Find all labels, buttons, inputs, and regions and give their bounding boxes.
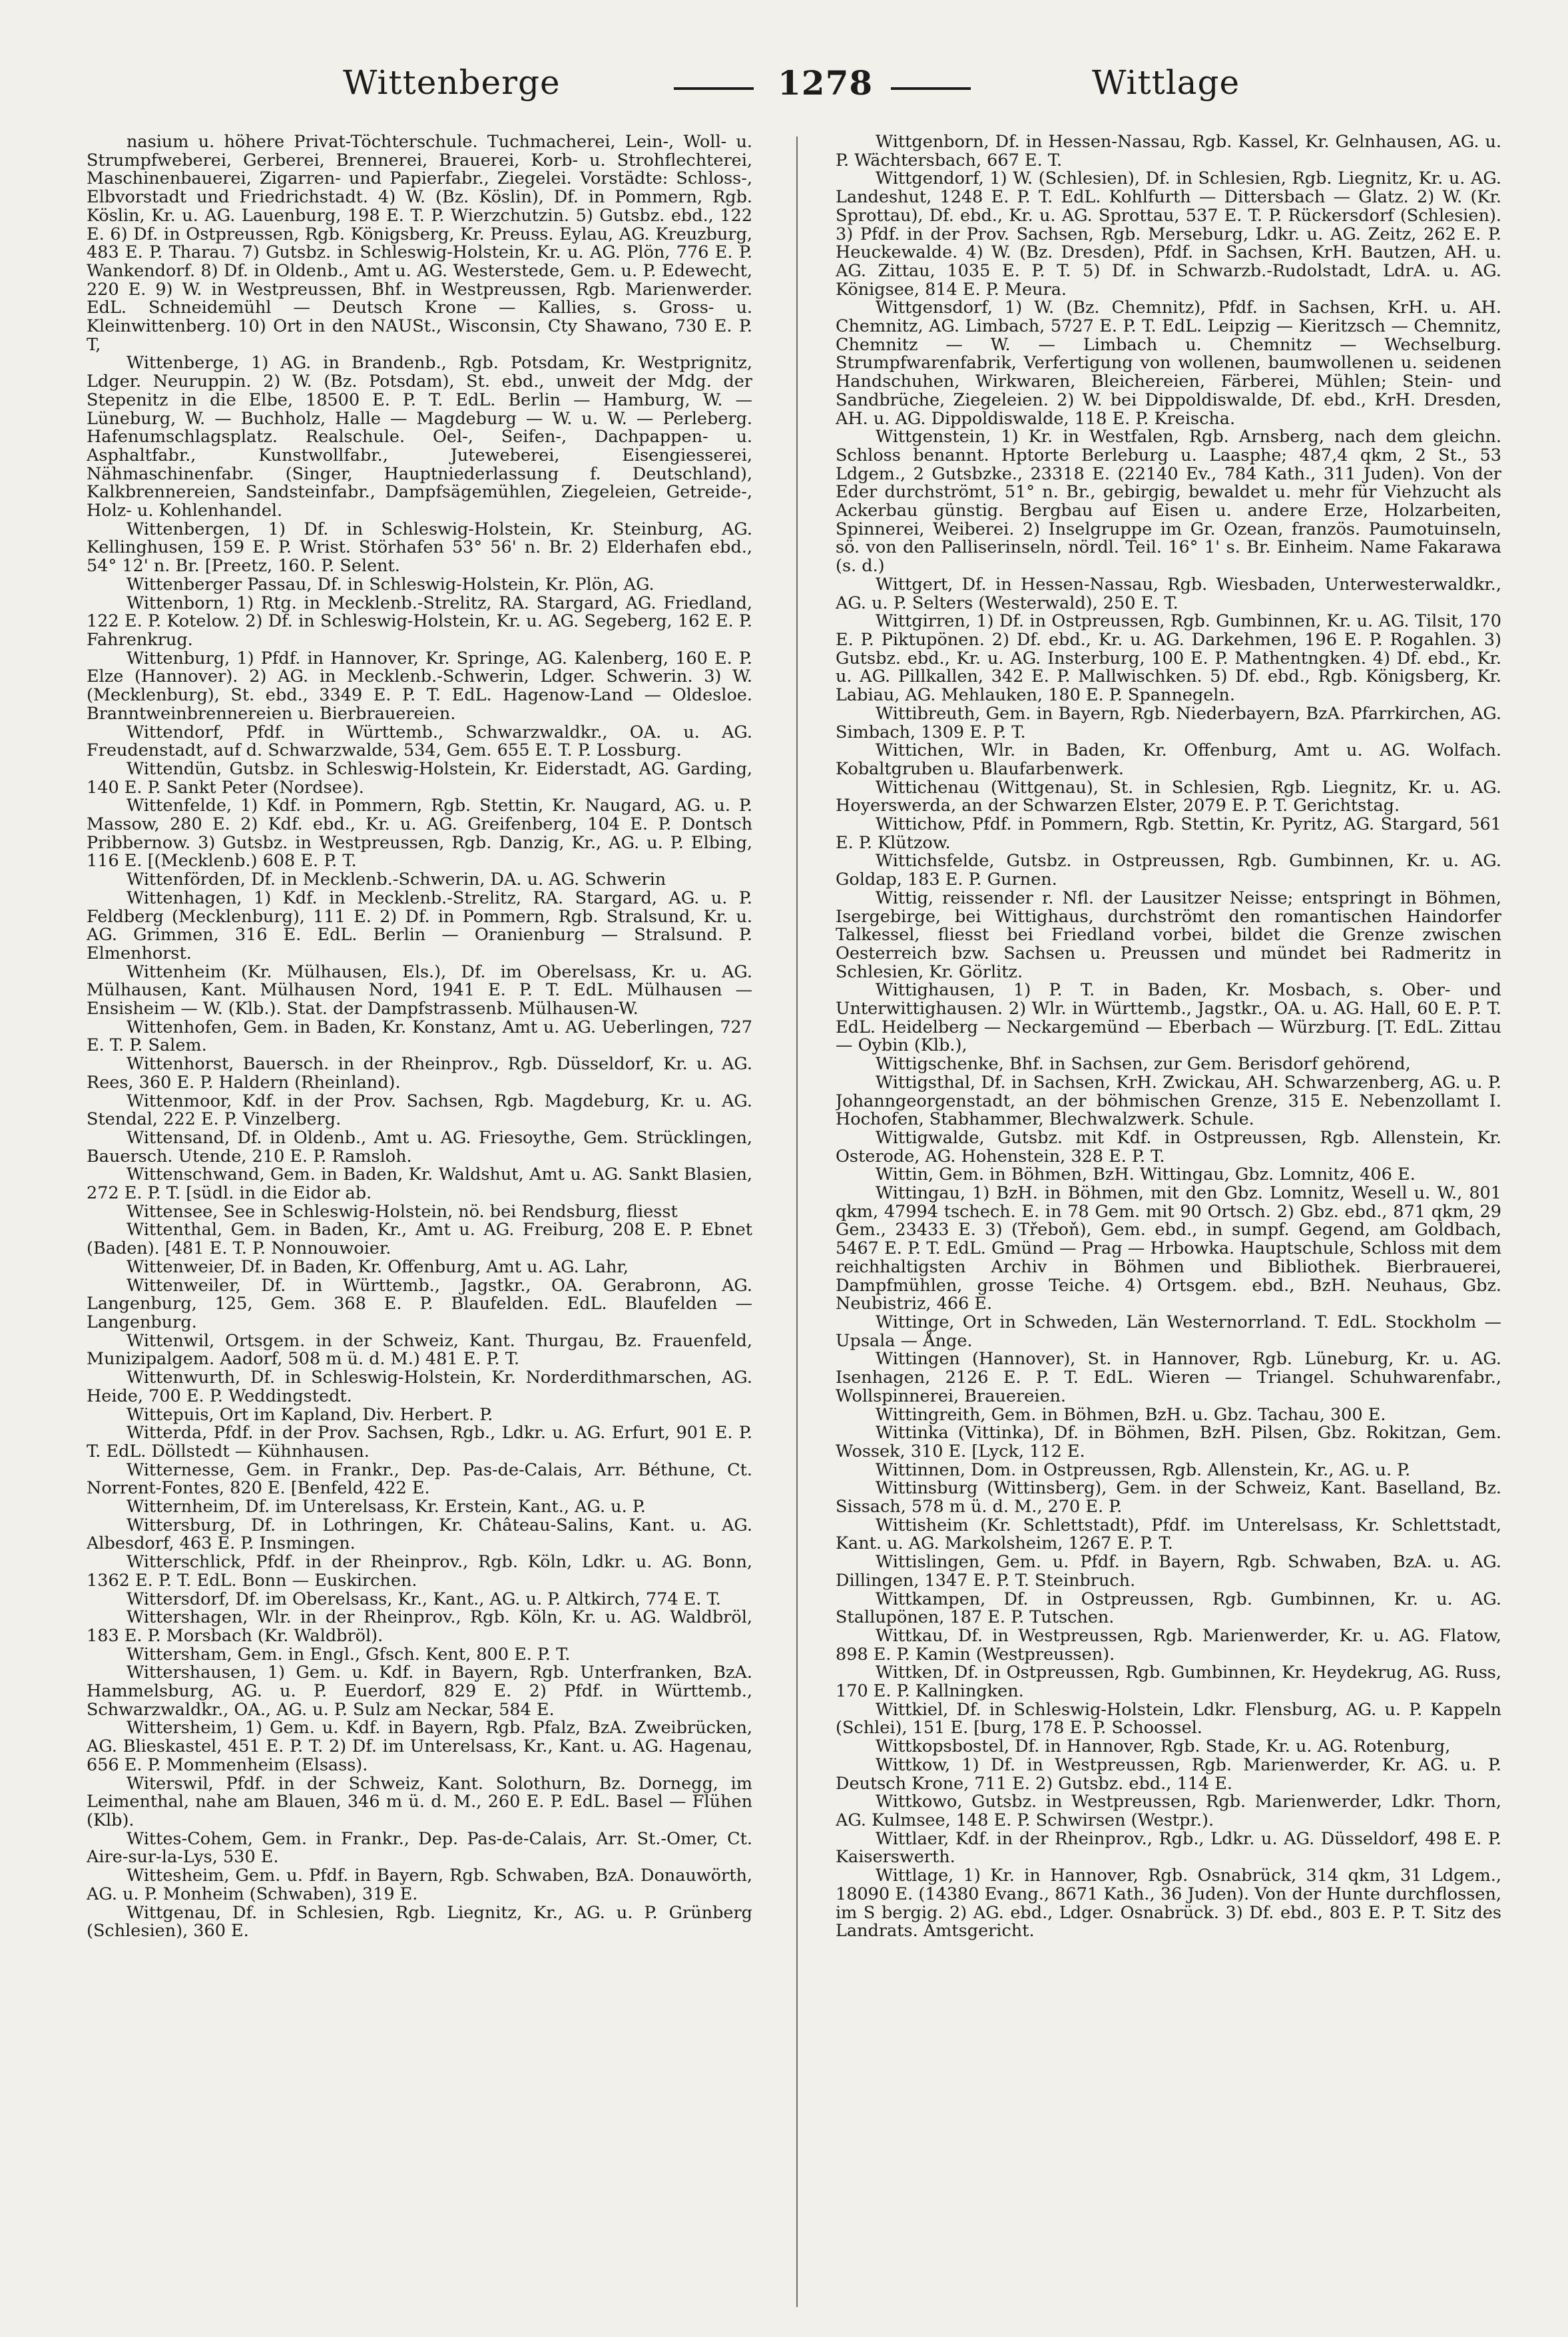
gazetteer-entry: Wittigwalde, Gutsbz. mit Kdf. in Ostpreussen, Rgb. Allenstein, Kr. Osterode, AG. Hohenstein, 328 E. P. T.: [836, 1127, 1501, 1167]
gazetteer-entry: Wittichenau (Wittgenau), St. in Schlesien, Rgb. Liegnitz, Kr. u. AG. Hoyerswerda, an der Schwarzen Elster, 2079 E. P. T. Gerichtstag.: [836, 777, 1501, 816]
page-header: [0, 63, 1568, 110]
gazetteer-entry: Wittkow, 1) Df. in Westpreussen, Rgb. Marienwerder, Kr. AG. u. P. Deutsch Krone, 711 E. 2) Gutsbz. ebd., 114 E.: [836, 1754, 1501, 1794]
gazetteer-entry: Wittenberger Passau, Df. in Schleswig-Holstein, Kr. Plön, AG.: [127, 574, 654, 595]
gazetteer-entry: Wittigsthal, Df. in Sachsen, KrH. Zwickau, AH. Schwarzenberg, AG. u. P. Johanngeorgenstadt, an der böhmischen Grenze, 315 E. Nebenzollamt I. Hochofen, Stabhammer, Blechwalzwerk. Schule.: [836, 1072, 1501, 1130]
gazetteer-entry: Wittenheim (Kr. Mülhausen, Els.), Df. im Oberelsass, Kr. u. AG. Mülhausen, Kant. Mülhausen Nord, 1941 E. P. T. EdL. Mülhausen — Ensisheim — W. (Klb.). Stat. der Dampfstrassenb. Mülhausen-W.: [87, 961, 752, 1019]
gazetteer-entry: Wittenwil, Ortsgem. in der Schweiz, Kant. Thurgau, Bz. Frauenfeld, Munizipalgem. Aadorf, 508 m ü. d. M.) 481 E. P. T.: [87, 1330, 752, 1370]
gazetteer-entry: Wittensand, Df. in Oldenb., Amt u. AG. Friesoythe, Gem. Strücklingen, Bauersch. Utende, 210 E. P. Ramsloh.: [87, 1127, 752, 1167]
gazetteer-entry: Wittersdorf, Df. im Oberelsass, Kr., Kant., AG. u. P. Altkirch, 774 E. T.: [127, 1589, 721, 1609]
gazetteer-entry: Witternheim, Df. im Unterelsass, Kr. Erstein, Kant., AG. u. P.: [127, 1497, 646, 1517]
gazetteer-entry: Wittesheim, Gem. u. Pfdf. in Bayern, Rgb. Schwaben, BzA. Donauwörth, AG. u. P. Monheim (Schwaben), 319 E.: [87, 1866, 752, 1904]
header-left-word: Wittenberge: [343, 63, 561, 102]
right-column: [836, 133, 1501, 2324]
gazetteer-entry: Wittenberge, 1) AG. in Brandenb., Rgb. Potsdam, Kr. Westprignitz, Ldger. Neuruppin. 2) W. (Bz. Potsdam), St. ebd., unweit der Mdg. der Stepenitz in die Elbe, 18500 E. P. T. EdL. Berlin — Hamburg, W. — Lüneburg, W. — Buchholz, Halle — Magdeburg — W. u. W. — Perleberg. Hafenumschlagsplatz. Realschule. Oel-, Seifen-, Dachpappen- u. Asphaltfabr., Kunstwollfabr., Juteweberei, Eisengiesserei, Nähmaschinenfabr. (Singer, Hauptniederlassung f. Deutschland), Kalkbrennereien, Sandsteinfabr., Dampfsägemühlen, Ziegeleien, Getreide-, Holz- u. Kohlenhandel.: [87, 353, 752, 521]
gazetteer-entry: Wittes-Cohem, Gem. in Frankr., Dep. Pas-de-Calais, Arr. St.-Omer, Ct. Aire-sur-la-Lys, 530 E.: [87, 1828, 752, 1868]
gazetteer-entry: Wittenweier, Df. in Baden, Kr. Offenburg, Amt u. AG. Lahr,: [127, 1256, 629, 1277]
gazetteer-entry: Wittendorf, Pfdf. in Württemb., Schwarzwaldkr., OA. u. AG. Freudenstadt, auf d. Schwarzwalde, 534, Gem. 655 E. T. P. Lossburg.: [87, 722, 752, 761]
gazetteer-entry: Wittgenborn, Df. in Hessen-Nassau, Rgb. Kassel, Kr. Gelnhausen, AG. u. P. Wächtersbach, 667 E. T.: [836, 133, 1501, 170]
gazetteer-entry: Wittingreith, Gem. in Böhmen, BzH. u. Gbz. Tachau, 300 E.: [876, 1404, 1386, 1425]
gazetteer-entry: Wittgensdorf, 1) W. (Bz. Chemnitz), Pfdf. in Sachsen, KrH. u. AH. Chemnitz, AG. Limbach, 5727 E. P. T. EdL. Leipzig — Kieritzsch — Chemnitz, Chemnitz — W. — Limbach u. Chemnitz — Wechselburg. Strumpfwarenfabrik, Verfertigung von wollenen, baumwollenen u. seidenen Handschuhen, Wirkwaren, Bleichereien, Färberei, Mühlen; Stein- und Sandbrüche, Ziegeleien. 2) W. bei Dippoldiswalde, Df. ebd., KrH. Dresden, AH. u. AG. Dippoldiswalde, 118 E. P. Kreischa.: [836, 298, 1501, 429]
gazetteer-entry: Wittingau, 1) BzH. in Böhmen, mit den Gbz. Lomnitz, Wesell u. W., 801 qkm, 47994 tschech. E. in 78 Gem. mit 90 Ortsch. 2) Gbz. ebd., 871 qkm, 29 Gem., 23433 E. 3) (Třeboň), Gem. ebd., in sumpf. Gegend, am Goldbach, 5467 E. P. T. EdL. Gmünd — Prag — Hrbowka. Hauptschule, Schloss mit dem reichhaltigsten Archiv in Böhmen und Bibliothek. Bierbrauerei, Dampfmühlen, grosse Teiche. 4) Ortsgem. ebd., BzH. Neuhaus, Gbz. Neubistriz, 466 E.: [836, 1183, 1501, 1314]
gazetteer-entry: Wittersham, Gem. in Engl., Gfsch. Kent, 800 E. P. T.: [127, 1644, 571, 1665]
gazetteer-entry: Wittenhagen, 1) Kdf. in Mecklenb.-Strelitz, RA. Stargard, AG. u. P. Feldberg (Mecklenburg), 111 E. 2) Df. in Pommern, Rgb. Stralsund, Kr. u. AG. Grimmen, 316 E. EdL. Berlin — Oranienburg — Stralsund. P. Elmenhorst.: [87, 888, 752, 963]
gazetteer-entry: Wittgendorf, 1) W. (Schlesien), Df. in Schlesien, Rgb. Liegnitz, Kr. u. AG. Landeshut, 1248 E. P. T. EdL. Kohlfurth — Dittersbach — Glatz. 2) W. (Kr. Sprottau), Df. ebd., Kr. u. AG. Sprottau, 537 E. T. P. Rückersdorf (Schlesien). 3) Pfdf. in der Prov. Sachsen, Rgb. Merseburg, Ldkr. u. AG. Zeitz, 262 E. P. Heuckewalde. 4) W. (Bz. Dresden), Pfdf. in Sachsen, KrH. Bautzen, AH. u. AG. Zittau, 1035 E. P. T. 5) Df. in Schwarzb.-Rudolstadt, LdrA. u. AG. Königsee, 814 E. P. Meura.: [836, 168, 1501, 300]
gazetteer-entry: Wittig, reissender r. Nfl. der Lausitzer Neisse; entspringt in Böhmen, Isergebirge, bei Wittighaus, durchströmt den romantischen Haindorfer Talkessel, fliesst bei Friedland vorbei, bildet die Grenze zwischen Oesterreich bzw. Sachsen u. Preussen und mündet bei Radmeritz in Schlesien, Kr. Görlitz.: [836, 888, 1501, 982]
gazetteer-entry: Wittenwurth, Df. in Schleswig-Holstein, Kr. Norderdithmarschen, AG. Heide, 700 E. P. Weddingstedt.: [87, 1368, 752, 1406]
page-number: 1278: [778, 63, 874, 103]
gazetteer-entry: Wittendün, Gutsbz. in Schleswig-Holstein, Kr. Eiderstadt, AG. Garding, 140 E. P. Sankt Peter (Nordsee).: [87, 758, 752, 798]
gazetteer-entry: Wittenschwand, Gem. in Baden, Kr. Waldshut, Amt u. AG. Sankt Blasien, 272 E. P. T. [südl. in die Eidor ab.: [87, 1165, 752, 1204]
gazetteer-entry: Wittershagen, Wlr. in der Rheinprov., Rgb. Köln, Kr. u. AG. Waldbröl, 183 E. P. Morsbach (Kr. Waldbröl).: [87, 1607, 752, 1646]
gazetteer-entry: Wittlaer, Kdf. in der Rheinprov., Rgb., Ldkr. u. AG. Düsseldorf, 498 E. P. Kaiserswerth.: [836, 1828, 1501, 1868]
gazetteer-entry: Wittichow, Pfdf. in Pommern, Rgb. Stettin, Kr. Pyritz, AG. Stargard, 561 E. P. Klützow.: [836, 814, 1501, 853]
gazetteer-entry: Witternesse, Gem. in Frankr., Dep. Pas-de-Calais, Arr. Béthune, Ct. Norrent-Fontes, 820 E. [Benfeld, 422 E.: [87, 1459, 752, 1499]
gazetteer-entry: Wittinge, Ort in Schweden, Län Westernorrland. T. EdL. Stockholm — Upsala — Ånge.: [836, 1312, 1501, 1351]
gazetteer-entry: Wittibreuth, Gem. in Bayern, Rgb. Niederbayern, BzA. Pfarrkirchen, AG. Simbach, 1309 E. P. T.: [836, 703, 1501, 742]
gazetteer-entry: Wittkau, Df. in Westpreussen, Rgb. Marienwerder, Kr. u. AG. Flatow, 898 E. P. Kamin (Westpreussen).: [836, 1625, 1501, 1665]
gazetteer-entry: Wittgenstein, 1) Kr. in Westfalen, Rgb. Arnsberg, nach dem gleichn. Schloss benannt. Hptorte Berleburg u. Laasphe; 487,4 qkm, 2 St., 53 Ldgem., 2 Gutsbzke., 23318 E. (22140 Ev., 784 Kath., 311 Juden). Von der Eder durchströmt, 51° n. Br., gebirgig, bewaldet u. mehr für Viehzucht als Ackerbau günstig. Bergbau auf Eisen u. andere Erze, Holzarbeiten, Spinnerei, Weiberei. 2) Inselgruppe im Gr. Ozean, französ. Paumotuinseln, sö. von den Palliserinseln, nördl. Teil. 16° 1' s. Br. Einheim. Name Fakarawa (s. d.): [836, 427, 1501, 577]
gazetteer-entry: Wittenhofen, Gem. in Baden, Kr. Konstanz, Amt u. AG. Ueberlingen, 727 E. T. P. Salem.: [87, 1017, 752, 1056]
gazetteer-entry: Wittenburg, 1) Pfdf. in Hannover, Kr. Springe, AG. Kalenberg, 160 E. P. Elze (Hannover). 2) AG. in Mecklenb.-Schwerin, Ldger. Schwerin. 3) W. (Mecklenburg), St. ebd., 3349 E. P. T. EdL. Hagenow-Land — Oldesloe. Branntweinbrennereien u. Bierbrauereien.: [87, 648, 752, 724]
gazetteer-entry: Wittken, Df. in Ostpreussen, Rgb. Gumbinnen, Kr. Heydekrug, AG. Russ, 170 E. P. Kallningken.: [836, 1663, 1501, 1702]
left-column: [87, 133, 752, 2324]
gazetteer-entry: Wittersheim, 1) Gem. u. Kdf. in Bayern, Rgb. Pfalz, BzA. Zweibrücken, AG. Blieskastel, 451 E. P. T. 2) Df. im Unterelsass, Kr., Kant. u. AG. Hagenau, 656 E. P. Mommenheim (Elsass).: [87, 1718, 752, 1775]
gazetteer-entry: Wittenbergen, 1) Df. in Schleswig-Holstein, Kr. Steinburg, AG. Kellinghusen, 159 E. P. Wrist. Störhafen 53° 56' n. Br. 2) Elderhafen ebd., 54° 12' n. Br. [Preetz, 160. P. Selent.: [87, 519, 752, 577]
gazetteer-entry: nasium u. höhere Privat-Töchterschule. Tuchmacherei, Lein-, Woll- u. Strumpfweberei, Gerberei, Brennerei, Brauerei, Korb- u. Strohflechterei, Maschinenbauerei, Zigarren- und Papierfabr., Ziegelei. Vorstädte: Schloss-, Elbvorstadt und Friedrichstadt. 4) W. (Bz. Köslin), Df. in Pommern, Rgb. Köslin, Kr. u. AG. Lauenburg, 198 E. T. P. Wierzchutzin. 5) Gutsbz. ebd., 122 E. 6) Df. in Ostpreussen, Rgb. Königsberg, Kr. Preuss. Eylau, AG. Kreuzburg, 483 E. P. Tharau. 7) Gutsbz. in Schleswig-Holstein, Kr. u. AG. Plön, 776 E. P. Wankendorf. 8) Df. in Oldenb., Amt u. AG. Westerstede, Gem. u. P. Edewecht, 220 E. 9) W. in Westpreussen, Bhf. in Westpreussen, Rgb. Marienwerder. EdL. Schneidemühl — Deutsch Krone — Kallies, s. Gross- u. Kleinwittenberg. 10) Ort in den NAUSt., Wisconsin, Cty Shawano, 730 E. P. T,: [87, 133, 752, 355]
gazetteer-entry: Wittigschenke, Bhf. in Sachsen, zur Gem. Berisdorf gehörend,: [876, 1054, 1411, 1075]
gazetteer-entry: Wittkopsbostel, Df. in Hannover, Rgb. Stade, Kr. u. AG. Rotenburg,: [876, 1736, 1451, 1757]
gazetteer-entry: Wittenhorst, Bauersch. in der Rheinprov., Rgb. Düsseldorf, Kr. u. AG. Rees, 360 E. P. Haldern (Rheinland).: [87, 1054, 752, 1093]
gazetteer-entry: Witterda, Pfdf. in der Prov. Sachsen, Rgb., Ldkr. u. AG. Erfurt, 901 E. P. T. EdL. Döllstedt — Kühnhausen.: [87, 1423, 752, 1461]
gazetteer-entry: Wittkowo, Gutsbz. in Westpreussen, Rgb. Marienwerder, Ldkr. Thorn, AG. Kulmsee, 148 E. P. Schwirsen (Westpr.).: [836, 1792, 1501, 1830]
gazetteer-entry: Wittlage, 1) Kr. in Hannover, Rgb. Osnabrück, 314 qkm, 31 Ldgem., 18090 E. (14380 Evang., 8671 Kath., 36 Juden). Von der Hunte durchflossen, im S bergig. 2) AG. ebd., Ldger. Osnabrück. 3) Df. ebd., 803 E. P. T. Sitz des Landrats. Amtsgericht.: [836, 1866, 1501, 1942]
gazetteer-entry: Wittkiel, Df. in Schleswig-Holstein, Ldkr. Flensburg, AG. u. P. Kappeln (Schlei), 151 E. [burg, 178 E. P. Schoossel.: [836, 1699, 1501, 1738]
gazetteer-entry: Wittepuis, Ort im Kapland, Div. Herbert. P.: [127, 1404, 493, 1425]
header-dash-right: [891, 87, 971, 90]
gazetteer-entry: Wittensee, See in Schleswig-Holstein, nö. bei Rendsburg, fliesst: [127, 1201, 678, 1222]
gazetteer-entry: Wittichsfelde, Gutsbz. in Ostpreussen, Rgb. Gumbinnen, Kr. u. AG. Goldap, 183 E. P. Gurnen.: [836, 851, 1501, 890]
gazetteer-entry: Wittenweiler, Df. in Württemb., Jagstkr., OA. Gerabronn, AG. Langenburg, 125, Gem. 368 E. P. Blaufelden. EdL. Blaufelden — Langenburg.: [87, 1275, 752, 1332]
gazetteer-entry: Wittingen (Hannover), St. in Hannover, Rgb. Lüneburg, Kr. u. AG. Isenhagen, 2126 E. P. T. EdL. Wieren — Triangel. Schuhwarenfabr., Wollspinnerei, Brauereien.: [836, 1349, 1501, 1406]
gazetteer-entry: Wittislingen, Gem. u. Pfdf. in Bayern, Rgb. Schwaben, BzA. u. AG. Dillingen, 1347 E. P. T. Steinbruch.: [836, 1552, 1501, 1591]
header-right-word: Wittlage: [1092, 63, 1240, 102]
gazetteer-entry: Wittgenau, Df. in Schlesien, Rgb. Liegnitz, Kr., AG. u. P. Grünberg (Schlesien), 360 E.: [87, 1902, 752, 1942]
gazetteer-entry: Wittin, Gem. in Böhmen, BzH. Wittingau, Gbz. Lomnitz, 406 E.: [876, 1165, 1416, 1185]
gazetteer-entry: Wittenförden, Df. in Mecklenb.-Schwerin, DA. u. AG. Schwerin: [127, 870, 666, 890]
gazetteer-entry: Wittersburg, Df. in Lothringen, Kr. Château-Salins, Kant. u. AG. Albesdorf, 463 E. P. Insmingen.: [87, 1515, 752, 1554]
gazetteer-entry: Wittinnen, Dom. in Ostpreussen, Rgb. Allenstein, Kr., AG. u. P.: [876, 1459, 1411, 1480]
gazetteer-entry: Wittenthal, Gem. in Baden, Kr., Amt u. AG. Freiburg, 208 E. P. Ebnet (Baden). [481 E. T. P. Nonnouwoier.: [87, 1220, 752, 1259]
gazetteer-entry: Wittenborn, 1) Rtg. in Mecklenb.-Strelitz, RA. Stargard, AG. Friedland, 122 E. P. Kotelow. 2) Df. in Schleswig-Holstein, Kr. u. AG. Segeberg, 162 E. P. Fahrenkrug.: [87, 593, 752, 650]
gazetteer-entry: Wittenmoor, Kdf. in der Prov. Sachsen, Rgb. Magdeburg, Kr. u. AG. Stendal, 222 E. P. Vinzelberg.: [87, 1091, 752, 1130]
column-divider: [796, 136, 798, 2307]
gazetteer-entry: Wittighausen, 1) P. T. in Baden, Kr. Mosbach, s. Ober- und Unterwittighausen. 2) Wlr. in Württemb., Jagstkr., OA. u. AG. Hall, 60 E. P. T. EdL. Heidelberg — Neckargemünd — Eberbach — Würzburg. [T. EdL. Zittau — Oybin (Klb.),: [836, 980, 1501, 1056]
gazetteer-entry: Wittenfelde, 1) Kdf. in Pommern, Rgb. Stettin, Kr. Naugard, AG. u. P. Massow, 280 E. 2) Kdf. ebd., Kr. u. AG. Greifenberg, 104 E. P. Dontsch Pribbernow. 3) Gutsbz. in Westpreussen, Rgb. Danzig, Kr., AG. u. P. Elbing, 116 E. [(Mecklenb.) 608 E. P. T.: [87, 796, 752, 872]
gazetteer-entry: Wittkampen, Df. in Ostpreussen, Rgb. Gumbinnen, Kr. u. AG. Stallupönen, 187 E. P. Tutschen.: [836, 1589, 1501, 1628]
header-dash-left: [674, 87, 754, 90]
gazetteer-entry: Wittinsburg (Wittinsberg), Gem. in der Schweiz, Kant. Baselland, Bz. Sissach, 578 m ü. d. M., 270 E. P.: [836, 1478, 1501, 1517]
gazetteer-entry: Wittinka (Vittinka), Df. in Böhmen, BzH. Pilsen, Gbz. Rokitzan, Gem. Wossek, 310 E. [Lyck, 112 E.: [836, 1423, 1501, 1461]
gazetteer-entry: Witterschlick, Pfdf. in der Rheinprov., Rgb. Köln, Ldkr. u. AG. Bonn, 1362 E. P. T. EdL. Bonn — Euskirchen.: [87, 1552, 752, 1591]
gazetteer-entry: Wittgirren, 1) Df. in Ostpreussen, Rgb. Gumbinnen, Kr. u. AG. Tilsit, 170 E. P. Piktupönen. 2) Df. ebd., Kr. u. AG. Darkehmen, 196 E. P. Rogahlen. 3) Gutsbz. ebd., Kr. u. AG. Insterburg, 100 E. P. Mathentngken. 4) Df. ebd., Kr. u. AG. Pillkallen, 342 E. P. Mallwischken. 5) Df. ebd., Rgb. Königsberg, Kr. Labiau, AG. Mehlauken, 180 E. P. Spannegeln.: [836, 611, 1501, 706]
gazetteer-entry: Witerswil, Pfdf. in der Schweiz, Kant. Solothurn, Bz. Dornegg, im Leimenthal, nahe am Blauen, 346 m ü. d. M., 260 E. P. EdL. Basel — Flühen (Klb).: [87, 1773, 752, 1830]
gazetteer-entry: Wittisheim (Kr. Schlettstadt), Pfdf. im Unterelsass, Kr. Schlettstadt, Kant. u. AG. Markolsheim, 1267 E. P. T.: [836, 1515, 1501, 1554]
gazetteer-entry: Wittgert, Df. in Hessen-Nassau, Rgb. Wiesbaden, Unterwesterwaldkr., AG. u. P. Selters (Westerwald), 250 E. T.: [836, 574, 1501, 613]
gazetteer-entry: Wittershausen, 1) Gem. u. Kdf. in Bayern, Rgb. Unterfranken, BzA. Hammelsburg, AG. u. P. Euerdorf, 829 E. 2) Pfdf. in Württemb., Schwarzwaldkr., OA., AG. u. P. Sulz am Neckar, 584 E.: [87, 1663, 752, 1720]
gazetteer-entry: Wittichen, Wlr. in Baden, Kr. Offenburg, Amt u. AG. Wolfach. Kobaltgruben u. Blaufarbenwerk.: [836, 740, 1501, 779]
